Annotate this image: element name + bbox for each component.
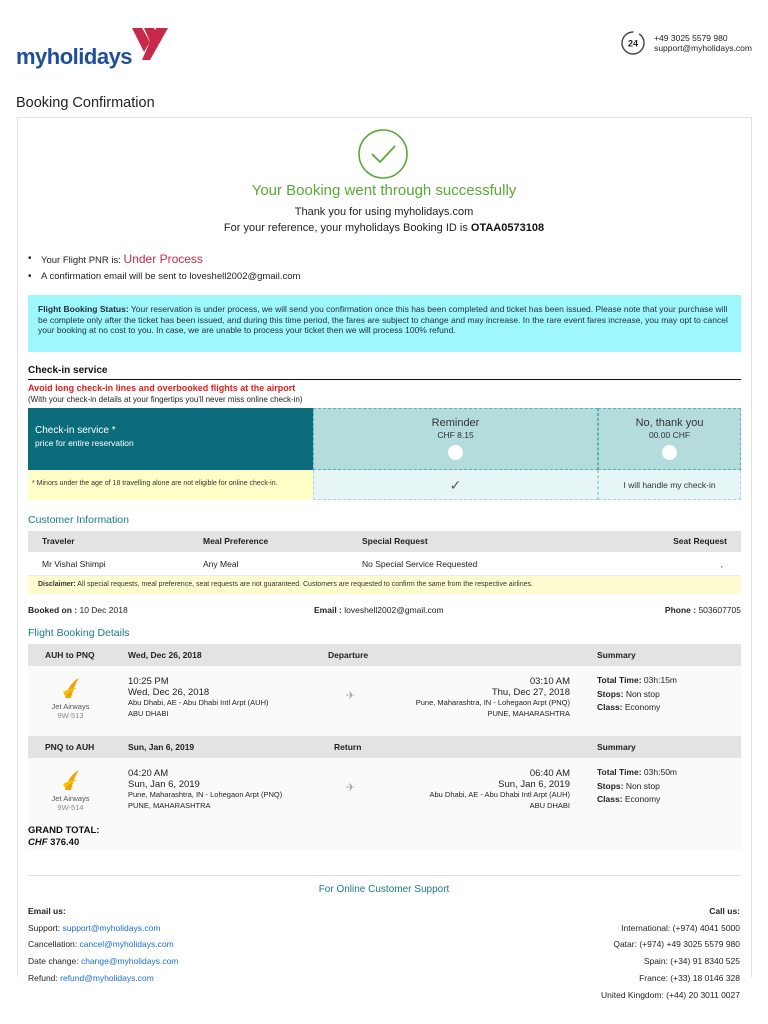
col-seat: Seat Request	[673, 536, 727, 546]
24-hour-support-icon	[620, 30, 646, 56]
airplane-icon: ✈	[346, 690, 356, 702]
cancel-email-line: Cancellation: cancel@myholidays.com	[28, 939, 174, 950]
phone-qatar[interactable]: Qatar: (+974) +49 3025 5579 980	[613, 939, 740, 950]
no-thanks-option[interactable]: No, thank you 00.00 CHF	[598, 408, 741, 470]
header	[0, 0, 768, 80]
reminder-selected	[313, 470, 598, 500]
no-thanks-radio[interactable]	[662, 445, 677, 460]
header-contact	[620, 30, 752, 56]
phone-spain[interactable]: Spain: (+34) 91 8340 525	[643, 956, 740, 967]
jet-airways-logo-icon	[61, 768, 81, 792]
checkin-promo: Avoid long check-in lines and overbooked flights at the airport	[28, 383, 296, 393]
flight-leg	[28, 758, 741, 828]
flight-details-title: Flight Booking Details	[28, 627, 130, 639]
support-email-line: Support: support@myholidays.com	[28, 922, 161, 933]
airline-info: Jet Airways 9W-514	[38, 768, 103, 812]
header-email[interactable]: support@myholidays.com	[654, 43, 752, 53]
special-request: No Special Service Requested	[362, 559, 478, 569]
no-thanks-note: I will handle my check-in	[598, 470, 741, 500]
grand-total-bar	[28, 822, 741, 850]
customer-table-header	[28, 531, 741, 552]
support-title: For Online Customer Support	[318, 884, 450, 895]
refund-email-line: Refund: refund@myholidays.com	[28, 972, 154, 983]
phone-international[interactable]: International: (+974) 4041 5000	[621, 922, 740, 933]
page-title: Booking Confirmation	[16, 95, 155, 111]
change-email-link[interactable]: change@myholidays.com	[80, 956, 179, 967]
cancel-email-link[interactable]: cancel@myholidays.com	[79, 939, 174, 950]
airline-info: Jet Airways 9W-513	[38, 676, 103, 720]
pnr-status: Under Process	[123, 252, 203, 266]
disclaimer: Disclaimer: All special requests, meal preference, seat requests are not guaranteed. Customers are requested to confirm the same from the respective airlines.	[28, 576, 741, 594]
booking-reference: For your reference, your myholidays Booking ID is OTAA0573108	[223, 222, 545, 234]
success-headline: Your Booking went through successfully	[251, 182, 517, 199]
traveler-name: Mr Vishal Shimpi	[42, 559, 106, 569]
logo-mark-icon	[130, 22, 170, 62]
col-traveler: Traveler	[42, 536, 75, 546]
seat-request: ,	[720, 559, 723, 569]
booking-id: OTAA0573108	[470, 222, 545, 234]
flight-summary: Total Time: 03h:50m Stops: Non stop Class: Economy	[597, 767, 678, 804]
arrival-info: 03:10 AM Thu, Dec 27, 2018 Pune, Maharashtra, IN - Lohegaon Arpt (PNQ) PUNE, MAHARASHTRA	[415, 676, 570, 718]
col-meal: Meal Preference	[203, 536, 269, 546]
reminder-option[interactable]: Reminder CHF 8.15	[313, 408, 598, 470]
customer-info-title: Customer Information	[28, 514, 129, 526]
support-email-link[interactable]: support@myholidays.com	[62, 922, 161, 933]
meal-preference: Any Meal	[203, 559, 239, 569]
email-note: • A confirmation email will be sent to loveshell2002@gmail.com	[28, 268, 300, 286]
table-row	[28, 552, 741, 576]
jet-airways-logo-icon	[61, 676, 81, 700]
header-phone[interactable]: +49 3025 5579 980	[654, 33, 728, 43]
minors-note: * Minors under the age of 18 travelling alone are not eligible for online check-in.	[28, 470, 313, 500]
grand-total: GRAND TOTAL: CHF 376.40	[28, 825, 100, 848]
pnr-note: • Your Flight PNR is: Under Process	[28, 250, 300, 268]
phone-france[interactable]: France: (+33) 18 0146 328	[639, 972, 740, 983]
refund-email-link[interactable]: refund@myholidays.com	[60, 972, 154, 983]
email-us: Email us: Support: support@myholidays.com Cancellation: cancel@myholidays.com Date change: change@myholidays.com Refund: refund@myholidays.com	[28, 903, 178, 987]
myholidays-logo[interactable]	[16, 22, 170, 68]
phone-uk[interactable]: United Kingdom: (+44) 20 3011 0027	[600, 989, 740, 1000]
reminder-radio[interactable]	[448, 445, 463, 460]
checkin-promo-sub: (With your check-in details at your fingertips you'll never miss online check-in)	[28, 395, 303, 404]
airplane-icon: ✈	[346, 782, 356, 794]
svg-text:24: 24	[628, 38, 639, 49]
checkin-title: Check-in service	[28, 365, 741, 380]
check-mark-icon: ✓	[449, 477, 462, 493]
logo-text: myholidays	[16, 44, 133, 69]
call-us: Call us: International: (+974) 4041 5000 Qatar: (+974) +49 3025 5579 980 Spain: (+34) 91 8340 525 France: (+33) 18 0146 328 United Kingdom: (+44) 20 3011 0027	[601, 903, 740, 1003]
checkin-service-label: Check-in service * price for entire reservation	[28, 408, 313, 470]
flight-leg-header: AUH to PNQ Wed, Dec 26, 2018 Departure Summary	[28, 644, 741, 666]
change-email-line: Date change: change@myholidays.com	[28, 956, 179, 967]
divider	[28, 875, 741, 876]
booking-phone: Phone : 503607705	[664, 605, 741, 615]
col-special: Special Request	[362, 536, 428, 546]
flight-leg-header: PNQ to AUH Sun, Jan 6, 2019 Return Summary	[28, 736, 741, 758]
thanks-text: Thank you for using myholidays.com	[294, 206, 474, 218]
departure-info: 10:25 PM Wed, Dec 26, 2018 Abu Dhabi, AE - Abu Dhabi Intl Arpt (AUH) ABU DHABI	[128, 676, 269, 718]
booked-on: Booked on : 10 Dec 2018	[28, 605, 128, 615]
checkin-options	[28, 408, 741, 500]
flight-leg	[28, 666, 741, 736]
arrival-info: 06:40 AM Sun, Jan 6, 2019 Abu Dhabi, AE - Abu Dhabi Intl Arpt (AUH) ABU DHABI	[429, 768, 570, 810]
flight-booking-status: Flight Booking Status: Your reservation is under process, we will send you confirmation once this has been completed and ticket has been issued. Please note that your purchase will be complete only after the ticket has been issued, and during this time period, the fares are subject to change and may increase. In the rare event fares increase, you may opt to cancel your booking at no cost to you. In case, we are unable to process your ticket then we will process 100% refund.	[28, 295, 741, 352]
flight-summary: Total Time: 03h:15m Stops: Non stop Class: Economy	[597, 675, 678, 712]
booking-notes	[28, 250, 300, 286]
departure-info: 04:20 AM Sun, Jan 6, 2019 Pune, Maharashtra, IN - Lohegaon Arpt (PNQ) PUNE, MAHARASHTRA	[128, 768, 283, 810]
success-check-icon	[357, 128, 409, 180]
booking-email: Email : loveshell2002@gmail.com	[314, 605, 444, 615]
